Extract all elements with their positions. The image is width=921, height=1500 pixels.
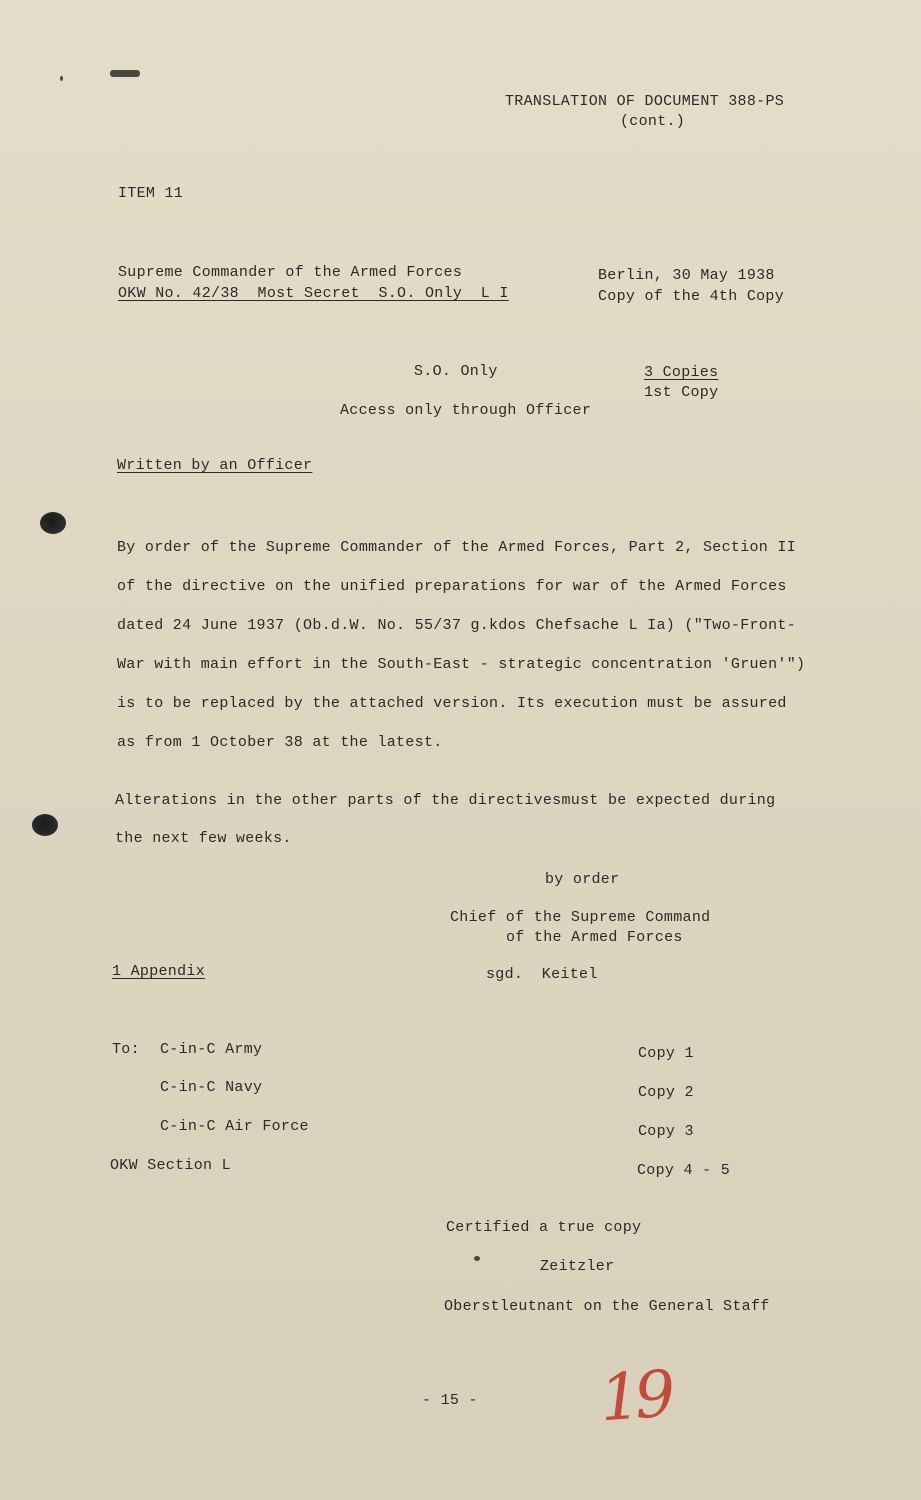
- punch-hole-bottom: [32, 814, 58, 836]
- certified-copy: Certified a true copy: [446, 1219, 642, 1236]
- recipient-name: OKW Section L: [110, 1157, 231, 1174]
- body-line: is to be replaced by the attached version. Its execution must be assured: [117, 695, 787, 712]
- ink-mark: [110, 70, 140, 77]
- body-line: the next few weeks.: [115, 830, 292, 847]
- body-line: dated 24 June 1937 (Ob.d.W. No. 55/37 g.kdos Chefsache L Ia) ("Two-Front-: [117, 617, 797, 634]
- body-line: of the directive on the unified preparations for war of the Armed Forces: [117, 578, 787, 595]
- body-line: By order of the Supreme Commander of the Armed Forces, Part 2, Section II: [117, 539, 797, 556]
- recipient-copy: Copy 4 - 5: [637, 1162, 731, 1179]
- recipient-copy: Copy 3: [638, 1123, 694, 1140]
- sender-line-2: OKW No. 42/38 Most Secret S.O. Only L I: [118, 285, 509, 302]
- signed-keitel: sgd. Keitel: [486, 966, 598, 983]
- chief-title-line-1: Chief of the Supreme Command: [450, 909, 711, 926]
- appendix-note: 1 Appendix: [112, 963, 206, 980]
- certifier-name: Zeitzler: [540, 1258, 615, 1275]
- ink-speck: [474, 1256, 480, 1261]
- document-subtitle: (cont.): [620, 113, 686, 130]
- recipient-copy: Copy 1: [638, 1045, 694, 1062]
- place-date: Berlin, 30 May 1938: [598, 267, 775, 284]
- ink-speck: [60, 76, 63, 81]
- distribution-to-label: To:: [112, 1041, 140, 1058]
- body-line: War with main effort in the South-East - strategic concentration 'Gruen'"): [117, 656, 806, 673]
- recipient-copy: Copy 2: [638, 1084, 694, 1101]
- punch-hole-top: [40, 512, 66, 534]
- sender-line-1: Supreme Commander of the Armed Forces: [118, 264, 463, 281]
- copy-number: 1st Copy: [644, 384, 719, 401]
- item-number: ITEM 11: [118, 185, 184, 202]
- recipient-name: C-in-C Air Force: [160, 1118, 309, 1135]
- page-number: - 15 -: [422, 1392, 478, 1409]
- recipient-name: C-in-C Army: [160, 1041, 263, 1058]
- document-title: TRANSLATION OF DOCUMENT 388-PS: [505, 93, 785, 110]
- copies-count: 3 Copies: [644, 364, 719, 381]
- copy-of-copy: Copy of the 4th Copy: [598, 288, 785, 305]
- body-line: as from 1 October 38 at the latest.: [117, 734, 443, 751]
- recipient-name: C-in-C Navy: [160, 1079, 263, 1096]
- handwritten-page-number: 19: [597, 1357, 672, 1437]
- chief-title-line-2: of the Armed Forces: [506, 929, 683, 946]
- written-by-note: Written by an Officer: [117, 457, 313, 474]
- by-order: by order: [545, 871, 620, 888]
- so-only-label: S.O. Only: [414, 363, 498, 380]
- access-note: Access only through Officer: [340, 402, 592, 419]
- certifier-rank: Oberstleutnant on the General Staff: [444, 1298, 770, 1315]
- body-line: Alterations in the other parts of the directivesmust be expected during: [115, 792, 776, 809]
